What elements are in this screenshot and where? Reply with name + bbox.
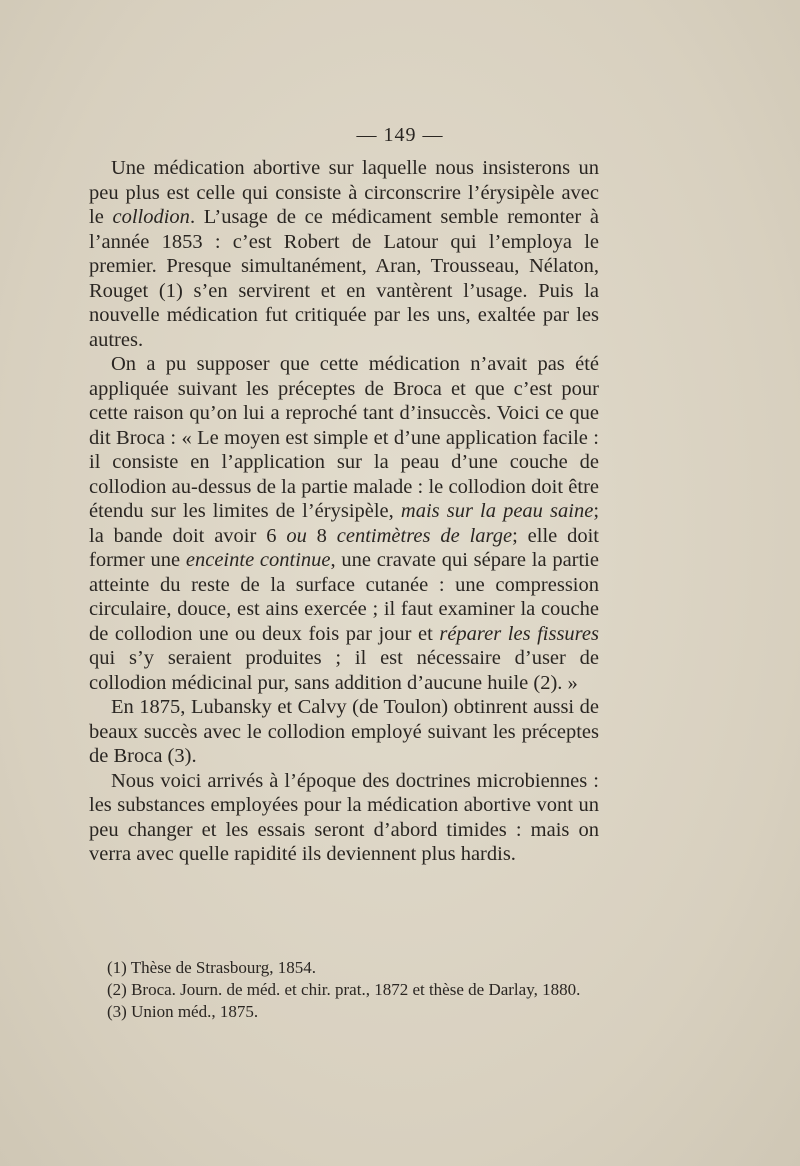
italic-text: réparer les fissures — [439, 622, 599, 645]
text-run: , une cravate qui sépare la partie atteinte du reste de la surface cutanée : une compression circulaire, douce, est ains exercée ; il faut examiner la couche de collodion une ou deux fois par jour et — [89, 549, 599, 645]
paragraph — [89, 352, 599, 695]
text-run: qui s’y seraient produites ; il est nécessaire d’user de collodion médicinal pur, sans addition d’aucune huile (2). » — [89, 647, 599, 694]
italic-text: mais sur la peau saine — [400, 500, 594, 522]
paragraph — [89, 156, 599, 352]
footnote: (1) Thèse de Strasbourg, 1854. — [107, 958, 317, 977]
text-run: En 1875, Lubansky et Calvy (de Toulon) obtinrent aussi de beaux succès avec le collodion employé suivant les préceptes de Broca (3). — [89, 696, 599, 767]
italic-text: centimètres de large — [336, 524, 513, 547]
text-run: On a pu supposer que cette médication n’avait pas été appliquée suivant les préceptes de Broca et que c’est pour cette raison qu’on lui a reproché tant d’insuccès. Voici ce que dit Broca : « Le moyen est simple et d’une application facile : il consiste en l’application sur la peau d’une couche de collodion au-dessus de la partie malade : le collodion doit être étendu sur les limites de l’érysipèle, — [89, 353, 599, 522]
text-run: ; la bande doit avoir 6 — [89, 500, 600, 547]
italic-text: collodion — [112, 206, 190, 228]
text-run: 8 — [306, 524, 337, 547]
page-number: — 149 — — [356, 124, 444, 146]
italic-text: ou — [286, 524, 307, 547]
paragraph — [89, 769, 599, 867]
text-run: ; elle doit former une — [89, 524, 599, 571]
italic-text: enceinte continue — [185, 549, 331, 571]
paragraph — [89, 695, 599, 769]
footnotes — [89, 957, 601, 1023]
footnote: (2) Broca. Journ. de méd. et chir. prat., 1872 et thèse de Darlay, 1880. — [107, 980, 581, 999]
footnote: (3) Union méd., 1875. — [107, 1002, 259, 1021]
body-text — [89, 156, 599, 867]
text-run: Nous voici arrivés à l’époque des doctrines microbiennes : les substances employées pour la médication abortive vont un peu changer et les essais seront d’abord timides : mais on verra avec quelle rapidité ils deviennent plus hardis. — [89, 769, 599, 865]
text-run: Une médication abortive sur laquelle nous insisterons un peu plus est celle qui consiste à circonscrire l’érysipèle avec le — [89, 157, 599, 228]
text-run: . L’usage de ce médicament semble remonter à l’année 1853 : c’est Robert de Latour qui l’employa le premier. Presque simultanément, Aran, Trousseau, Nélaton, Rouget (1) s’en servirent et en vantèrent l’usage. Puis la nouvelle médication fut critiquée par les uns, exaltée par les autres. — [89, 206, 599, 351]
